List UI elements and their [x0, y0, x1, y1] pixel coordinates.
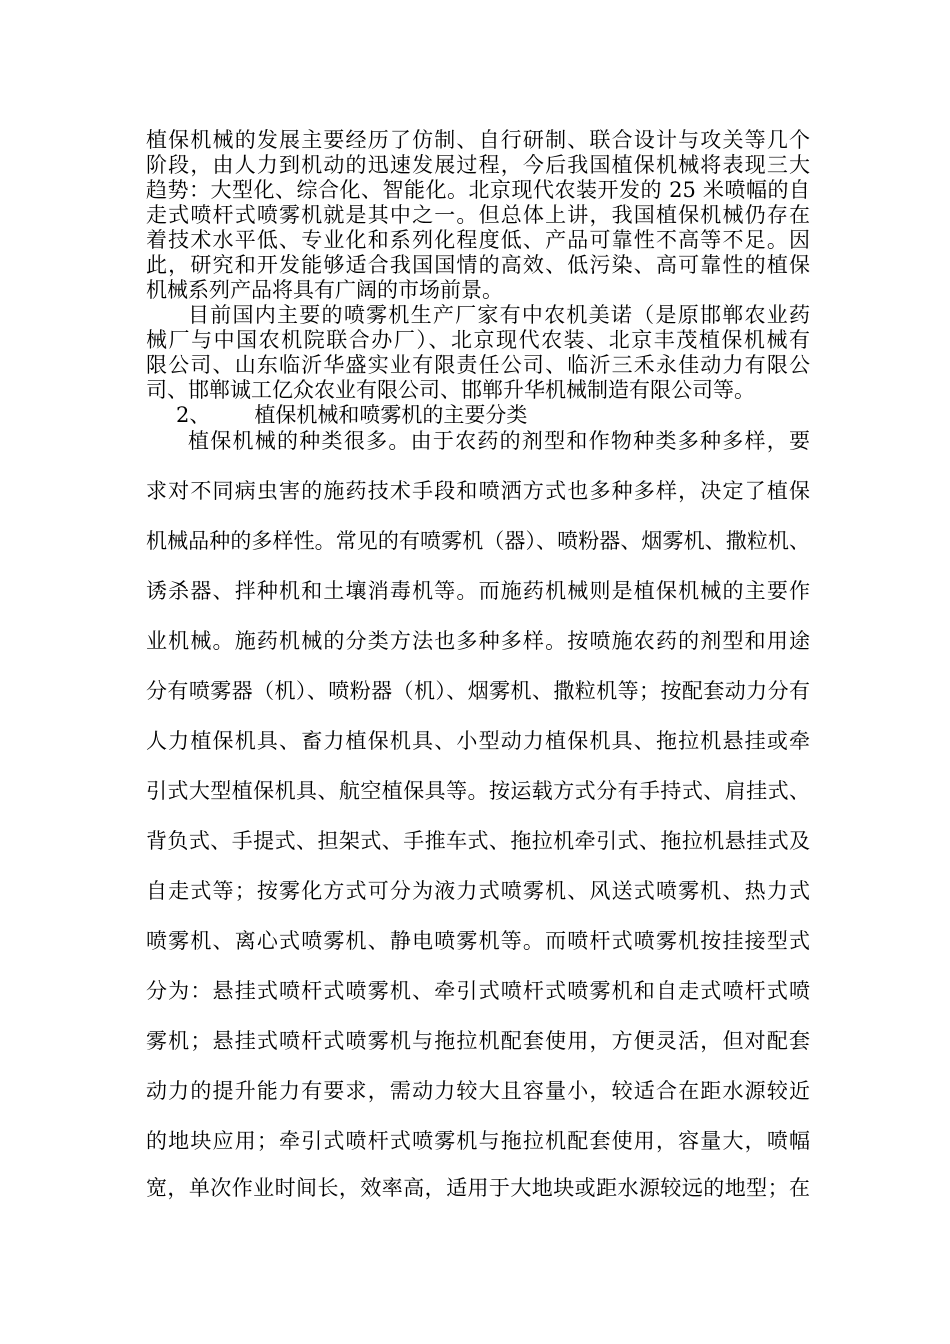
section-title: 植保机械和喷雾机的主要分类 [254, 403, 528, 427]
text-line: 司、邯郸诚工亿众农业有限公司、邯郸升华机械制造有限公司等。 [146, 378, 755, 402]
text-line: 目前国内主要的喷雾机生产厂家有中农机美诺（是原邯郸农业药 [188, 303, 810, 327]
text-line: 走式喷杆式喷雾机就是其中之一。但总体上讲，我国植保机械仍存在 [146, 203, 810, 227]
text-line: 阶段，由人力到机动的迅速发展过程，今后我国植保机械将表现三大 [146, 153, 810, 177]
text-line: 自走式等；按雾化方式可分为液力式喷雾机、风送式喷雾机、热力式 [146, 879, 810, 903]
text-line: 诱杀器、拌种机和土壤消毒机等。而施药机械则是植保机械的主要作 [146, 579, 810, 603]
text-line: 机械系列产品将具有广阔的市场前景。 [146, 278, 503, 302]
section-number: 2、 [176, 403, 211, 427]
text-line: 分有喷雾器（机）、喷粉器（机）、烟雾机、撒粒机等；按配套动力分有 [146, 679, 810, 703]
text-line: 宽，单次作业时间长，效率高，适用于大地块或距水源较远的地型；在 [146, 1176, 810, 1200]
text-line: 趋势：大型化、综合化、智能化。北京现代农装开发的 25 米喷幅的自 [146, 178, 810, 202]
text-line: 背负式、手提式、担架式、手推车式、拖拉机牵引式、拖拉机悬挂式及 [146, 829, 810, 853]
text-line: 动力的提升能力有要求，需动力较大且容量小，较适合在距水源较近 [146, 1079, 810, 1103]
text-line: 机械品种的多样性。常见的有喷雾机（器）、喷粉器、烟雾机、撒粒机、 [146, 529, 810, 553]
text-line: 雾机；悬挂式喷杆式喷雾机与拖拉机配套使用，方便灵活，但对配套 [146, 1029, 810, 1053]
text-line: 植保机械的发展主要经历了仿制、自行研制、联合设计与攻关等几个 [146, 128, 810, 152]
text-line: 植保机械的种类很多。由于农药的剂型和作物种类多种多样，要 [188, 429, 810, 453]
text-line: 引式大型植保机具、航空植保具等。按运载方式分有手持式、肩挂式、 [146, 779, 810, 803]
text-line: 此，研究和开发能够适合我国国情的高效、低污染、高可靠性的植保 [146, 253, 810, 277]
text-line: 着技术水平低、专业化和系列化程度低、产品可靠性不高等不足。因 [146, 228, 810, 252]
text-line: 的地块应用；牵引式喷杆式喷雾机与拖拉机配套使用，容量大，喷幅 [146, 1129, 810, 1153]
text-line: 人力植保机具、畜力植保机具、小型动力植保机具、拖拉机悬挂或牵 [146, 729, 810, 753]
text-line: 业机械。施药机械的分类方法也多种多样。按喷施农药的剂型和用途 [146, 629, 810, 653]
text-line: 械厂与中国农机院联合办厂）、北京现代农装、北京丰茂植保机械有 [146, 328, 810, 352]
text-line: 求对不同病虫害的施药技术手段和喷洒方式也多种多样，决定了植保 [146, 479, 810, 503]
text-line: 喷雾机、离心式喷雾机、静电喷雾机等。而喷杆式喷雾机按挂接型式 [146, 929, 810, 953]
text-line: 分为：悬挂式喷杆式喷雾机、牵引式喷杆式喷雾机和自走式喷杆式喷 [146, 979, 810, 1003]
text-line: 限公司、山东临沂华盛实业有限责任公司、临沂三禾永佳动力有限公 [146, 353, 810, 377]
